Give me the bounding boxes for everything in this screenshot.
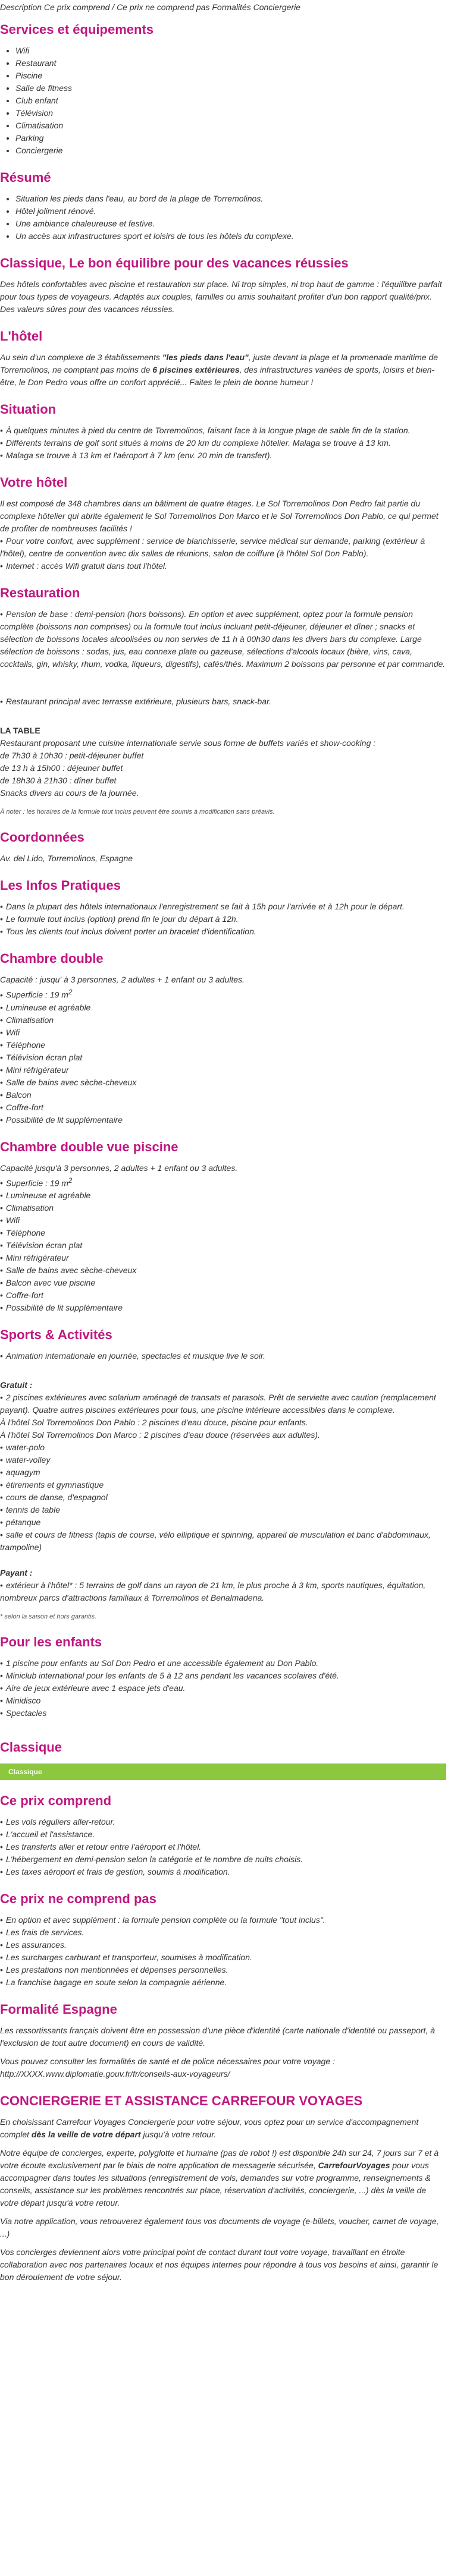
bullet-text: Téléphone <box>5 1228 46 1238</box>
chambre-piscine-surface: • Superficie : 19 $m^2$ <box>0 1176 73 1188</box>
bullet-icon: • <box>0 1829 3 1840</box>
services-title: Services et équipements <box>0 22 154 37</box>
bullet-text: Les vols réguliers aller-retour. <box>5 1817 115 1827</box>
bullet-item <box>0 1657 446 1670</box>
list-item: • Conciergerie <box>15 144 446 157</box>
bullet-text: La franchise bagage en soute selon la compagnie aérienne. <box>5 1977 227 1988</box>
bullet-item <box>0 1516 446 1529</box>
bullet-item <box>0 1914 446 1926</box>
classique-intro-title: Classique, Le bon équilibre pour des vacances réussies <box>0 256 349 270</box>
bullet-icon: • <box>0 1228 3 1238</box>
payant-text: • extérieur à l'hôtel* : 5 terrains de golf dans un rayon de 21 km, le plus proche à 3 km, sports nautiques, équitation, nombreux parcs d'attractions familiaux à Torremolinos et Benalmadena. <box>0 1580 426 1603</box>
bullet-text: Lumineuse et agréable <box>5 1002 91 1012</box>
text-line: À l'hôtel Sol Torremolinos Don Pablo : 2 piscines d'eau douce, piscine pour enfants. <box>0 1418 308 1428</box>
bullet-icon: • <box>0 451 3 460</box>
bullet-item <box>0 1026 446 1039</box>
bullet-text: Téléphone <box>5 1040 46 1050</box>
conciergerie-p2: Notre équipe de concierges, experte, polyglotte et humaine (pas de robot !) est disponible 24h sur 24, 7 jours sur 7 et à votre écoute exclusivement par le biais de notre application de messagerie sécurisée, CarrefourVoyages pour vous accompagner dans toutes les situations (enregistrement de vols, demandes sur votre programme, renseignements & conseils, assistance sur les problèmes rencontrés sur place, réservation d'activités, conciergerie, ...) dès la veille de votre départ jusqu'à votre retour. <box>0 2148 439 2208</box>
votre-hotel-title: Votre hôtel <box>0 475 68 490</box>
list-item: • Climatisation <box>15 119 446 132</box>
bullet-item <box>0 1277 446 1289</box>
comprend-list <box>0 1816 446 1878</box>
bullet-icon: • <box>0 1928 3 1938</box>
bullet-text: Les surcharges carburant et transporteur, soumises à modification. <box>5 1953 252 1963</box>
bullet-text: Les frais de services. <box>5 1928 84 1938</box>
hotel-text-2: , juste devant la plage et la promenade maritime de Torremolinos, ne comptant pas moins de <box>0 352 439 374</box>
list-item: • Restaurant <box>15 57 446 70</box>
classique-bar <box>0 1763 446 1780</box>
bullet-text: cours de danse, d'espagnol <box>5 1492 108 1503</box>
list-item: • Club enfant <box>15 95 446 107</box>
tabs-line[interactable]: Description Ce prix comprend / Ce prix ne comprend pas Formalités Conciergerie <box>0 2 300 12</box>
bullet-item <box>0 1252 446 1264</box>
bullet-icon: • <box>0 1817 3 1827</box>
bullet-item <box>0 1302 446 1314</box>
bullet-item <box>0 1002 446 1014</box>
bullet-text: water-volley <box>5 1455 51 1465</box>
bullet-item <box>0 1479 446 1491</box>
bullet-text: pétanque <box>5 1517 41 1528</box>
bullet-icon: • <box>0 1015 3 1025</box>
bullet-item <box>0 1866 446 1878</box>
chambre-double-title: Chambre double <box>0 951 104 966</box>
coordonnees-title: Coordonnées <box>0 830 84 845</box>
bullet-icon: • <box>0 1696 3 1706</box>
bullet-icon: • <box>0 914 3 924</box>
bullet-item <box>0 1670 446 1682</box>
bullet-text: Dans la plupart des hôtels internationaux l'enregistrement se fait à 15h pour l'arrivée et à 12h pour le départ. <box>5 902 405 911</box>
bullet-icon: • <box>0 1102 3 1112</box>
formalite-text-2: Vous pouvez consulter les formalités de santé et de police nécessaires pour votre voyage : <box>0 2057 335 2067</box>
conciergerie-p4: Vos concierges deviennent alors votre principal point de contact durant tout votre voyage, travaillant en étroite collaboration avec nos partenaires locaux et nos équipes internes pour répondre à tous vos besoins et ainsi, garantir le bon déroulement de votre séjour. <box>0 2247 439 2282</box>
bullet-item <box>0 1064 446 1076</box>
bullet-text: Aire de jeux extérieure avec 1 espace jets d'eau. <box>5 1683 186 1693</box>
page <box>0 1 451 2284</box>
bullet-item <box>0 1707 446 1720</box>
bullet-item <box>0 1976 446 1989</box>
bullet-text: Tous les clients tout inclus doivent porter un bracelet d'identification. <box>5 927 256 936</box>
bullet-item <box>0 1114 446 1126</box>
votre-hotel-text: Il est composé de 348 chambres dans un bâtiment de quatre étages. Le Sol Torremolinos Don Pedro fait partie du complexe hôtelier qui abrite également le Sol Torremolinos Don Marco et le Sol Torremolinos Don Pablo, ce qui permet de profiter de nombreuses facilités ! <box>0 499 439 533</box>
la-table-title: LA TABLE <box>0 726 40 735</box>
bullet-icon: • <box>0 1492 3 1503</box>
bullet-item <box>0 1466 446 1479</box>
conciergerie-title: CONCIERGERIE ET ASSISTANCE CARREFOUR VOYAGES <box>0 2093 363 2109</box>
bullet-item <box>0 1239 446 1252</box>
bullet-item <box>0 1051 446 1064</box>
bullet-item <box>0 1504 446 1516</box>
gratuit-lines <box>0 1416 446 1441</box>
bullet-item <box>0 1491 446 1504</box>
bullet-icon: • <box>0 1517 3 1528</box>
bullet-text: Minidisco <box>5 1696 41 1706</box>
hotel-text-1: Au sein d'un complexe de 3 établissements <box>0 352 162 362</box>
bullet-icon: • <box>0 1253 3 1263</box>
bullet-item <box>0 424 446 437</box>
bullet-icon: • <box>0 1842 3 1852</box>
list-item: • Situation les pieds dans l'eau, au bord de la plage de Torremolinos. <box>15 193 446 205</box>
bullet-text: Les transferts aller et retour entre l'aéroport et l'hôtel. <box>5 1842 202 1852</box>
gratuit-label: Gratuit : <box>0 1380 33 1390</box>
bullet-text: étirements et gymnastique <box>5 1480 104 1490</box>
bullet-item <box>0 1189 446 1202</box>
bullet-text: aquagym <box>5 1467 40 1478</box>
bullet-text: Malaga se trouve à 13 km et l'aéroport à 7 km (env. 20 min de transfert). <box>5 451 273 460</box>
la-table-lines <box>0 737 446 799</box>
bullet-icon: • <box>0 1953 3 1963</box>
bullet-text: L'hébergement en demi-pension selon la catégorie et le nombre de nuits choisis. <box>5 1854 303 1865</box>
bullet-text: Télévision écran plat <box>5 1240 83 1251</box>
bullet-icon: • <box>0 1215 3 1226</box>
bullet-text: Les assurances. <box>5 1940 67 1950</box>
bullet-text: Balcon avec vue piscine <box>5 1278 96 1288</box>
list-item: • Piscine <box>15 70 446 82</box>
list-item: • Parking <box>15 132 446 144</box>
bullet-text: Lumineuse et agréable <box>5 1191 91 1201</box>
bullet-icon: • <box>0 1040 3 1050</box>
bullet-item <box>0 1441 446 1454</box>
infos-title: Les Infos Pratiques <box>0 878 121 893</box>
bullet-text: Mini réfrigérateur <box>5 1065 69 1075</box>
formalite-text-1: Les ressortissants français doivent être en possession d'une pièce d'identité (carte nationale d'identité ou passeport, à l'exclusion de tout autre document) en cours de validité. <box>0 2026 436 2048</box>
bullet-icon: • <box>0 1965 3 1975</box>
bullet-icon: • <box>0 426 3 435</box>
bullet-text: Wifi <box>5 1215 20 1226</box>
classique-title: Classique <box>0 1740 62 1755</box>
bullet-item <box>0 1964 446 1976</box>
enfants-title: Pour les enfants <box>0 1635 102 1650</box>
bullet-icon: • <box>0 438 3 448</box>
bullet-icon: • <box>0 1052 3 1062</box>
classique-bar-label: Classique <box>8 1768 42 1777</box>
formalite-link-wrap <box>0 2068 446 2080</box>
bullet-item <box>0 925 446 938</box>
payant-label: Payant : <box>0 1568 33 1578</box>
address: Av. del Lido, Torremolinos, Espagne <box>0 854 133 863</box>
bullet-icon: • <box>0 1203 3 1213</box>
sports-note: * selon la saison et hors garantis. <box>0 1613 97 1621</box>
bullet-item <box>0 1939 446 1951</box>
chambre-double-capacity: Capacité : jusqu' à 3 personnes, 2 adultes + 1 enfant ou 3 adultes. <box>0 975 245 984</box>
bullet-icon: • <box>0 1683 3 1693</box>
bullet-text: Les prestations non mentionnées et dépenses personnelles. <box>5 1965 228 1975</box>
bullet-text: Coffre-fort <box>5 1290 43 1300</box>
text-line: de 7h30 à 10h30 : petit-déjeuner buffet <box>0 751 144 760</box>
bullet-text: water-polo <box>5 1443 45 1453</box>
ne-comprend-list <box>0 1914 446 1989</box>
bullet-icon: • <box>0 1708 3 1718</box>
bullet-icon: • <box>0 1089 3 1100</box>
formalite-link[interactable]: http://XXXX.www.diplomatie.gouv.fr/fr/conseils-aux-voyageurs/ <box>0 2069 230 2079</box>
enfants-list <box>0 1657 446 1720</box>
restauration-bullet-1: • Pension de base : demi-pension (hors boissons). En option et avec supplément, optez pour la formule pension complète (boissons non comprises) ou la formule tout inclus incluant petit-déjeuner, déjeuner et dîner ; snacks et sélection de boissons locales alcoolisées ou non servies de 11 h à 00h30 dans les divers bars du complexe. Large sélection de boissons : sodas, jus, eau connexe plate ou gazeuse, sélections d'alcools locaux (bière, vins, cava, cocktails, gin, whisky, rhum, vodka, liqueurs, digestifs), cafés/thés. Maximum 2 boissons par personne et par commande. <box>0 609 446 669</box>
bullet-text: L'accueil et l'assistance. <box>5 1829 95 1840</box>
restauration-note: À noter : les horaires de la formule tout inclus peuvent être soumis à modification sans préavis. <box>0 808 275 815</box>
bullet-icon: • <box>0 927 3 936</box>
chambre-double-features <box>0 1002 446 1126</box>
bullet-icon: • <box>0 1505 3 1515</box>
bullet-text: Possibilité de lit supplémentaire <box>5 1303 123 1313</box>
list-item: • Wifi <box>15 45 446 57</box>
restauration-bullet-2: • Restaurant principal avec terrasse extérieure, plusieurs bars, snack-bar. <box>0 697 272 706</box>
bullet-item <box>0 1828 446 1841</box>
bullet-text: Internet : accès Wifi gratuit dans tout l'hôtel. <box>5 561 167 571</box>
bullet-text: Mini réfrigérateur <box>5 1253 69 1263</box>
gratuit-intro: • 2 piscines extérieures avec solarium aménagé de transats et parasols. Prêt de serviette avec caution (remplacement payant). Quatre autres piscines extérieures pour tous, une piscine intérieure accessibles dans le complexe. <box>0 1393 436 1415</box>
bullet-item <box>0 1214 446 1227</box>
bullet-item <box>0 437 446 449</box>
bullet-item <box>0 449 446 462</box>
bullet-item <box>0 1841 446 1853</box>
list-item: • Une ambiance chaleureuse et festive. <box>15 218 446 230</box>
bullet-item <box>0 1926 446 1939</box>
bullet-text: 1 piscine pour enfants au Sol Don Pedro et une accessible également au Don Pablo. <box>5 1658 319 1668</box>
bullet-item <box>0 1089 446 1101</box>
bullet-icon: • <box>0 1977 3 1988</box>
services-list <box>0 45 446 157</box>
bullet-icon: • <box>0 1240 3 1251</box>
bullet-text: En option et avec supplément : la formule pension complète ou la formule "tout inclus". <box>5 1915 325 1925</box>
bullet-icon: • <box>0 536 3 546</box>
bullet-icon: • <box>0 1077 3 1087</box>
bullet-text: Climatisation <box>5 1015 54 1025</box>
bullet-icon: • <box>0 1114 3 1125</box>
hotel-text-3: , des infrastructures variées de sports, loisirs et bien-être, le Don Pedro vous offre un confort apprécié... Faites le plein de bonne humeur ! <box>0 365 435 387</box>
bullet-icon: • <box>0 1658 3 1668</box>
bullet-item <box>0 1039 446 1051</box>
bullet-text: Télévision écran plat <box>5 1052 83 1062</box>
bullet-item <box>0 1816 446 1828</box>
bullet-icon: • <box>0 1027 3 1037</box>
bullet-item <box>0 1682 446 1695</box>
bullet-text: Le formule tout inclus (option) prend fin le jour du départ à 12h. <box>5 914 239 924</box>
text-line: À l'hôtel Sol Torremolinos Don Marco : 2 piscines d'eau douce (réservées aux adultes). <box>0 1430 320 1440</box>
bullet-icon: • <box>0 1940 3 1950</box>
conciergerie-p1: En choisissant Carrefour Voyages Conciergerie pour votre séjour, vous optez pour un service d'accompagnement complet dès la veille de votre départ jusqu'à votre retour. <box>0 2117 419 2140</box>
fitness-line: • salle et cours de fitness (tapis de course, vélo elliptique et spinning, appareil de musculation et banc d'abdominaux, trampoline) <box>0 1530 431 1552</box>
sports-title: Sports & Activités <box>0 1327 112 1343</box>
list-item: • Un accès aux infrastructures sport et loisirs de tous les hôtels du complexe. <box>15 230 446 243</box>
hotel-text <box>0 351 446 389</box>
bullet-icon: • <box>0 1467 3 1478</box>
bullet-icon: • <box>0 902 3 911</box>
bullet-icon: • <box>0 1191 3 1201</box>
list-item: • Salle de fitness <box>15 82 446 95</box>
bullet-icon: • <box>0 1915 3 1925</box>
bullet-item <box>0 1951 446 1964</box>
conciergerie-p3: Via notre application, vous retrouverez également tous vos documents de voyage (e-billets, voucher, carnet de voyage, ...) <box>0 2216 439 2239</box>
bullet-icon: • <box>0 1290 3 1300</box>
bullet-item <box>0 900 446 913</box>
bullet-text: Différents terrains de golf sont situés à moins de 20 km du complexe hôtelier. Malaga se trouve à 13 km. <box>5 438 391 448</box>
bullet-text: Climatisation <box>5 1203 54 1213</box>
bullet-item <box>0 1101 446 1114</box>
text-line: Snacks divers au cours de la journée. <box>0 788 139 798</box>
chambre-piscine-features <box>0 1189 446 1314</box>
formalite-title: Formalité Espagne <box>0 2002 117 2017</box>
bullet-icon: • <box>0 561 3 571</box>
bullet-text: Salle de bains avec sèche-cheveux <box>5 1077 137 1087</box>
bullet-item <box>0 560 446 572</box>
bullet-item <box>0 1289 446 1302</box>
chambre-piscine-capacity: Capacité jusqu'à 3 personnes, 2 adultes + 1 enfant ou 3 adultes. <box>0 1163 238 1173</box>
bullet-item <box>0 1227 446 1239</box>
bullet-text: Miniclub international pour les enfants de 5 à 12 ans pendant les vacances scolaires d'été. <box>5 1671 339 1681</box>
comprend-title: Ce prix comprend <box>0 1793 112 1809</box>
bullet-icon: • <box>0 1867 3 1877</box>
bullet-item <box>0 1454 446 1466</box>
bullet-text: Balcon <box>5 1089 32 1100</box>
chambre-double-surface: • Superficie : 19 $m^2$ <box>0 988 73 1000</box>
bullet-text: Pour votre confort, avec supplément : service de blanchisserie, service médical sur demande, parking (extérieur à l'hôtel), centre de convention avec dix salles de réunions, salon de coiffure (à l'hôtel Sol Don Pablo). <box>0 536 425 558</box>
bullet-item <box>0 535 446 560</box>
bullet-text: tennis de table <box>5 1505 60 1515</box>
bullet-icon: • <box>0 1480 3 1490</box>
bullet-icon: • <box>0 1265 3 1276</box>
list-item: • Télévision <box>15 107 446 119</box>
situation-list <box>0 424 446 462</box>
hotel-title: L'hôtel <box>0 329 43 344</box>
bullet-icon: • <box>0 1671 3 1681</box>
bullet-text: Wifi <box>5 1027 20 1037</box>
text-line: de 18h30 à 21h30 : dîner buffet <box>0 776 117 785</box>
hotel-text-bold-2: 6 piscines extérieures <box>152 365 240 374</box>
bullet-text: Coffre-fort <box>5 1102 43 1112</box>
chambre-piscine-title: Chambre double vue piscine <box>0 1139 178 1154</box>
bullet-icon: • <box>0 1065 3 1075</box>
bullet-text: Spectacles <box>5 1708 47 1718</box>
situation-title: Situation <box>0 402 57 417</box>
bullet-item <box>0 1076 446 1089</box>
bullet-icon: • <box>0 1278 3 1288</box>
votre-hotel-list <box>0 535 446 572</box>
bullet-text: Les taxes aéroport et frais de gestion, soumis à modification. <box>5 1867 230 1877</box>
bullet-icon: • <box>0 1303 3 1313</box>
classique-intro-text: Des hôtels confortables avec piscine et restauration sur place. Ni trop simples, ni trop haut de gamme : l'équilibre parfait pour tous types de voyageurs. Adaptés aux couples, familles ou amis souhaitant profiter d'un bon rapport qualité/prix. Des valeurs sûres pour des vacances réussies. <box>0 279 442 314</box>
list-item: • Hôtel joliment rénové. <box>15 205 446 218</box>
bullet-icon: • <box>0 1002 3 1012</box>
ne-comprend-title: Ce prix ne comprend pas <box>0 1891 156 1907</box>
bullet-icon: • <box>0 1854 3 1865</box>
bullet-item <box>0 1014 446 1026</box>
bullet-icon: • <box>0 1455 3 1465</box>
bullet-item <box>0 913 446 925</box>
bullet-icon: • <box>0 1443 3 1453</box>
text-line: de 13 h à 15h00 : déjeuner buffet <box>0 763 123 773</box>
infos-list <box>0 900 446 938</box>
resume-title: Résumé <box>0 170 51 185</box>
activities-list <box>0 1441 446 1529</box>
bullet-item <box>0 1202 446 1214</box>
bullet-text: Possibilité de lit supplémentaire <box>5 1114 123 1125</box>
restauration-title: Restauration <box>0 585 80 600</box>
bullet-text: À quelques minutes à pied du centre de Torremolinos, faisant face à la longue plage de sable fin de la station. <box>5 426 411 435</box>
bullet-item <box>0 1264 446 1277</box>
bullet-text: Salle de bains avec sèche-cheveux <box>5 1265 137 1276</box>
bullet-item <box>0 1695 446 1707</box>
bullet-item <box>0 1853 446 1866</box>
resume-list <box>0 193 446 243</box>
text-line: Restaurant proposant une cuisine internationale servie sous forme de buffets variés et show-cooking : <box>0 738 376 748</box>
hotel-text-bold-1: "les pieds dans l'eau" <box>162 352 249 362</box>
sports-animation: • Animation internationale en journée, spectacles et musique live le soir. <box>0 1351 265 1361</box>
